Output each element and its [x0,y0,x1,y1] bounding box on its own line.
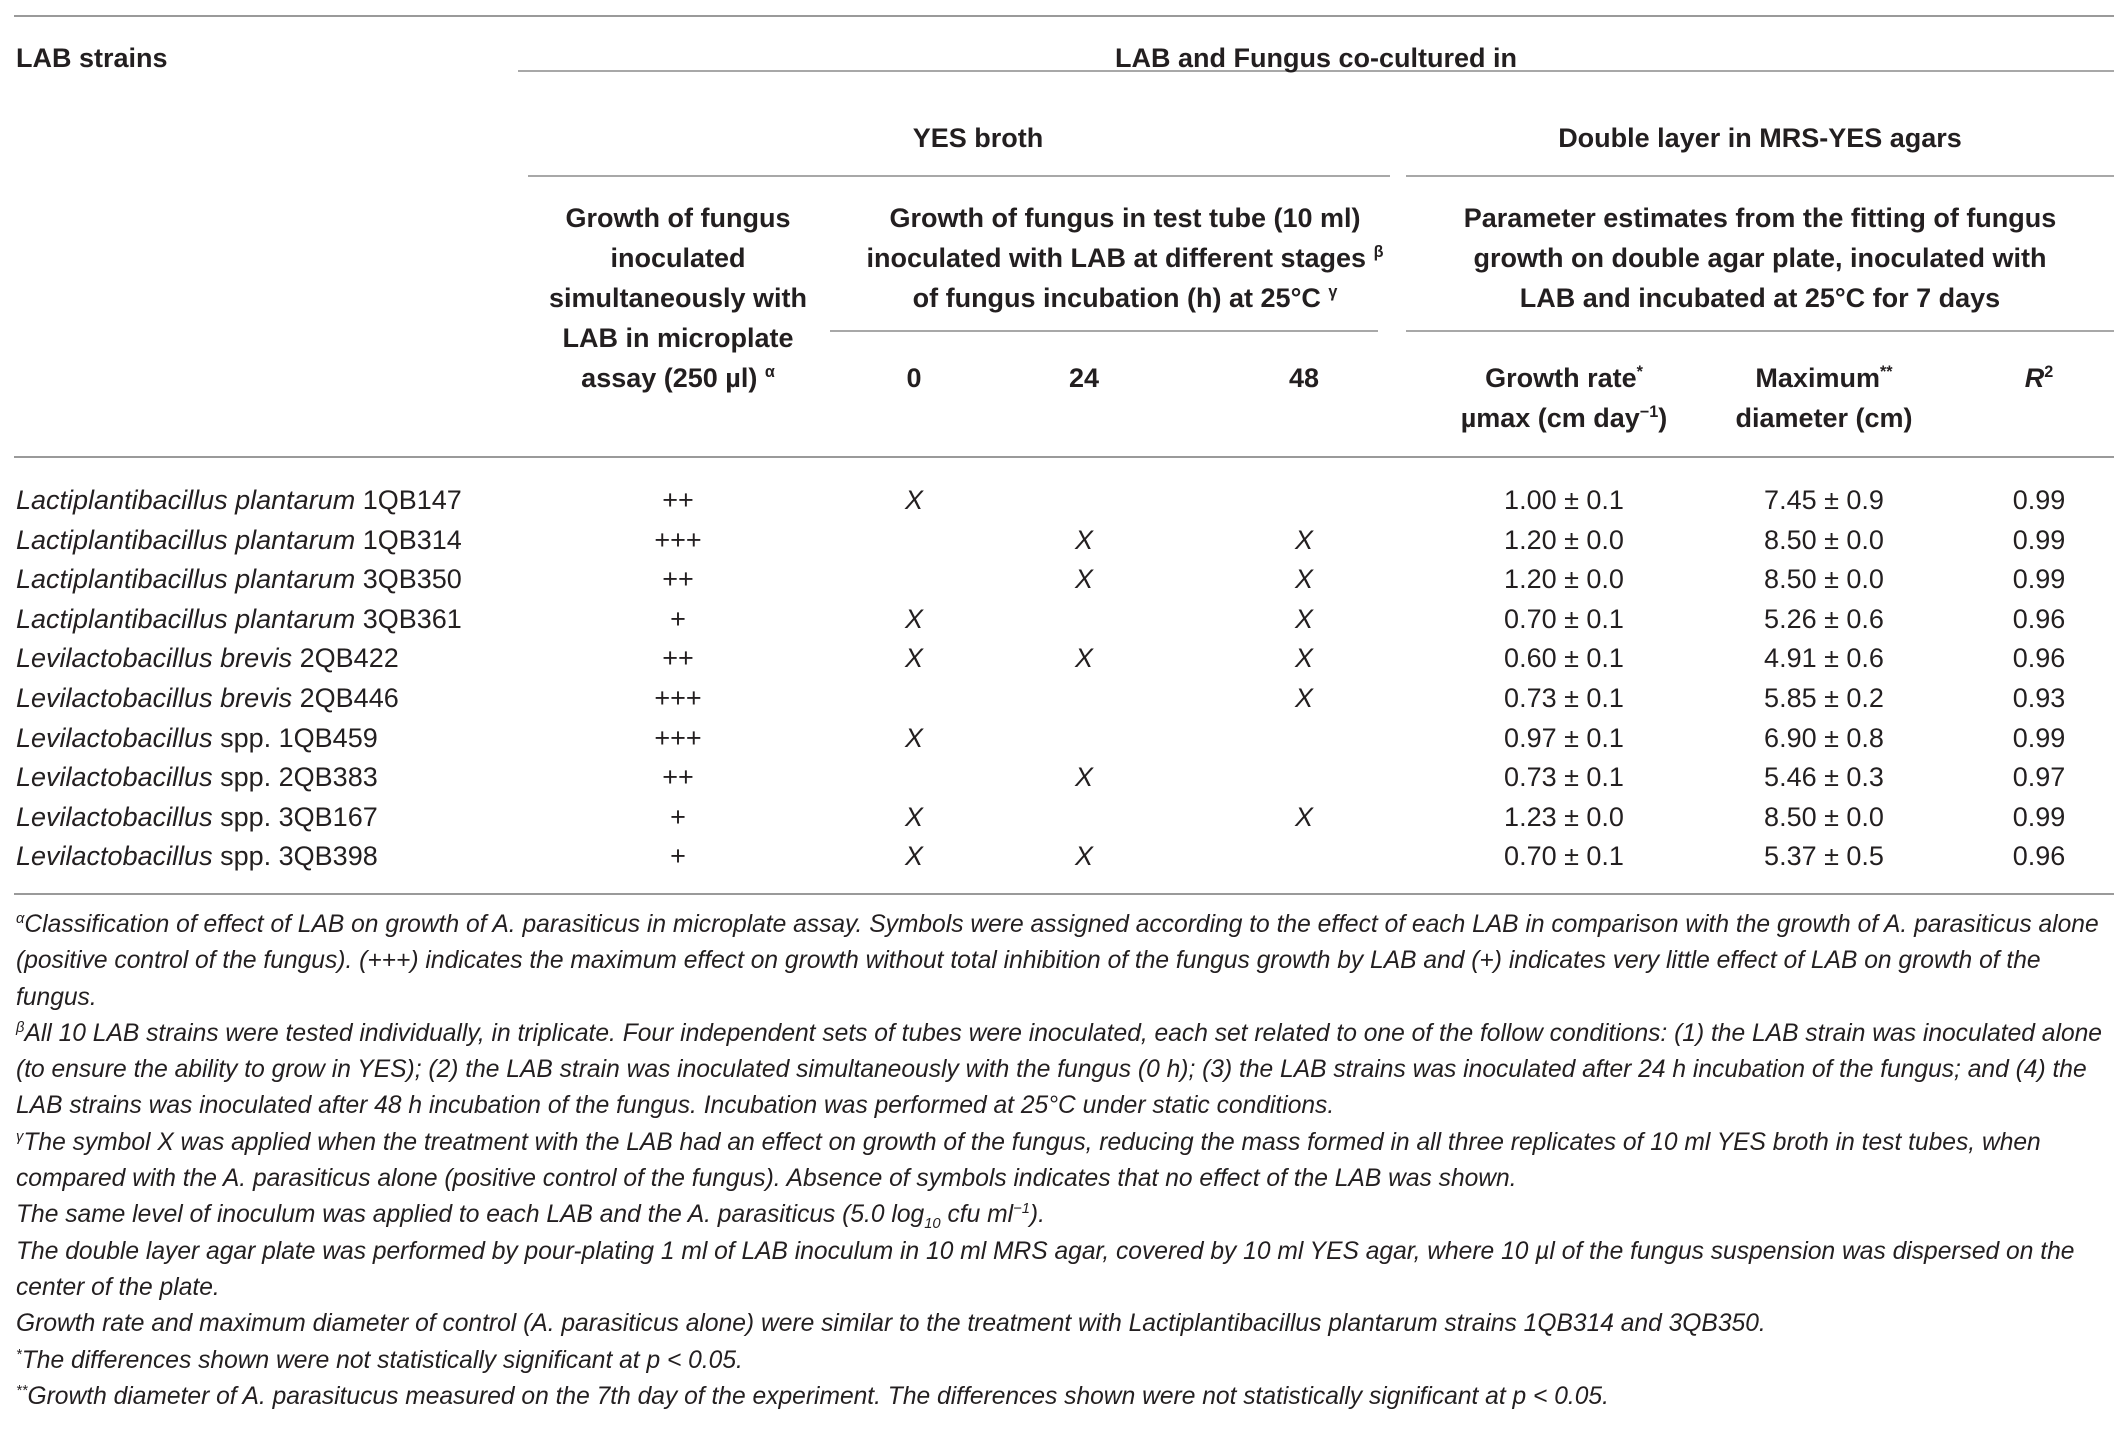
microplate-cell: +++ [654,722,702,753]
body-bottom-rule [14,893,2114,895]
table-row [14,678,2114,718]
parameter-estimates-header: Parameter estimates from the fitting of fungus growth on double agar plate, inoculated with LAB and incubated at 25°C for 7 days [1463,203,2057,313]
max-diameter-cell: 4.91 ± 0.6 [1764,643,1884,674]
microplate-column-header: Growth of fungus inoculated simultaneously with LAB in microplate assay (250 µl) $^\alpha$ [548,203,808,393]
table-row [14,797,2114,837]
r-squared-cell: 0.99 [2012,801,2066,832]
table-footnotes [16,907,2116,1415]
stage-24-cell: X [1074,762,1093,793]
microplate-cell: ++ [662,485,694,515]
stage-48-cell: X [1294,564,1313,595]
stage-48-cell: X [1294,524,1313,555]
double-layer-underline [1406,175,2114,177]
growth-rate-cell: 1.20 ± 0.0 [1504,524,1624,555]
r-squared-header: $R^2$ [2024,363,2054,393]
r-squared-cell: 0.97 [2012,762,2066,793]
strain-cell: Levilactobacillus spp. 3QB398 [16,841,378,872]
yes-broth-header: YES broth [912,123,1044,153]
stage-0-cell: X [904,603,923,634]
r-squared-cell: 0.93 [2012,683,2066,713]
growth-rate-cell: 0.70 ± 0.1 [1504,841,1624,872]
stage-48-header: 48 [1288,363,1320,393]
strain-cell: Lactiplantibacillus plantarum 3QB361 [16,603,462,634]
max-diameter-cell: 5.37 ± 0.5 [1764,841,1884,872]
r-squared-cell: 0.99 [2012,524,2066,555]
stage-0-cell: X [904,841,923,872]
r-squared-cell: 0.96 [2012,841,2066,872]
microplate-cell: ++ [662,762,694,793]
r-squared-cell: 0.96 [2012,603,2066,634]
max-diameter-cell: 8.50 ± 0.0 [1764,524,1884,555]
max-diameter-cell: 5.46 ± 0.3 [1764,762,1884,793]
stage-48-cell: X [1294,643,1313,674]
top-rule [14,15,2114,17]
stage-24-cell: X [1074,524,1093,555]
header-bottom-rule [14,456,2114,458]
microplate-cell: ++ [662,643,694,674]
cocultured-header: LAB and Fungus co-cultured in [1115,43,1517,73]
max-diameter-cell: 8.50 ± 0.0 [1764,564,1884,595]
strain-cell: Levilactobacillus spp. 1QB459 [16,722,378,753]
footnote-alpha: $^\alpha$Classification of effect of LAB on growth of A. parasiticus in microplate assay. Symbols were assigned according to the effect of each LAB in comparison with the growth of A. parasiticus alone (positive control of the fungus). (+++) indicates the maximum effect on growth without total inhibition of the fungus growth by LAB and (+) indicates very little effect of LAB on growth of the fungus. [16,910,2099,1011]
max-diameter-cell: 8.50 ± 0.0 [1764,801,1884,832]
r-squared-cell: 0.99 [2012,564,2066,595]
stages-underline [830,330,1378,332]
table-row [14,718,2114,758]
growth-rate-cell: 0.73 ± 0.1 [1504,762,1624,793]
growth-rate-header: Growth rate* µmax (cm day$^{-1}$) [1460,363,1668,433]
max-diameter-cell: 5.26 ± 0.6 [1764,603,1884,634]
r-squared-cell: 0.99 [2012,722,2066,753]
max-diameter-cell: 7.45 ± 0.9 [1764,485,1884,515]
stage-24-cell: X [1074,841,1093,872]
microplate-cell: ++ [662,564,694,595]
microplate-cell: + [670,801,686,832]
yes-broth-underline [528,175,1390,177]
double-layer-header: Double layer in MRS-YES agars [1558,123,1962,153]
growth-rate-cell: 0.60 ± 0.1 [1504,643,1624,674]
stage-0-header: 0 [906,363,922,393]
growth-rate-cell: 1.20 ± 0.0 [1504,564,1624,595]
max-diameter-cell: 6.90 ± 0.8 [1764,722,1884,753]
growth-rate-cell: 0.97 ± 0.1 [1504,722,1624,753]
footnote-star: *The differences shown were not statistically significant at p < 0.05. [16,1346,743,1374]
params-underline [1406,330,2114,332]
footnote-double-star: **Growth diameter of A. parasitucus measured on the 7th day of the experiment. The differences shown were not statistically significant at p < 0.05. [16,1382,1609,1410]
footnote-inoculum: The same level of inoculum was applied to each LAB and the A. parasiticus (5.0 $\log_{10}$ cfu $ml^{-1}$). [16,1201,1045,1233]
stage-0-cell: X [904,801,923,832]
microplate-cell: + [670,841,686,872]
stage-48-cell: X [1294,801,1313,832]
table-row [14,520,2114,560]
footnote-control: Growth rate and maximum diameter of control (A. parasiticus alone) were similar to the treatment with Lactiplantibacillus plantarum strains 1QB314 and 3QB350. [16,1310,1766,1338]
growth-rate-cell: 0.70 ± 0.1 [1504,603,1624,634]
table-row [14,757,2114,797]
strain-cell: Levilactobacillus spp. 2QB383 [16,762,378,793]
max-diameter-header: Maximum** diameter (cm) [1735,363,1913,433]
strain-cell: Levilactobacillus brevis 2QB446 [16,683,399,713]
stage-24-cell: X [1074,643,1093,674]
stage-48-cell: X [1294,603,1313,634]
microplate-cell: +++ [654,524,702,555]
growth-rate-cell: 1.23 ± 0.0 [1504,801,1624,832]
footnote-double-layer: The double layer agar plate was performed by pour-plating 1 ml of LAB inoculum in 10 ml MRS agar, covered by 10 ml YES agar, where 10 µl of the fungus suspension was dispersed on the center of the plate. [16,1237,2075,1301]
stage-24-header: 24 [1068,363,1100,393]
table-row [14,638,2114,678]
stage-0-cell: X [904,485,923,515]
microplate-cell: +++ [654,683,702,713]
table-row [14,559,2114,599]
strain-cell: Levilactobacillus brevis 2QB422 [16,643,399,674]
strain-cell: Lactiplantibacillus plantarum 1QB314 [16,524,462,555]
table-page [14,0,2114,1446]
strain-cell: Lactiplantibacillus plantarum 3QB350 [16,564,462,595]
growth-rate-cell: 0.73 ± 0.1 [1504,683,1624,713]
r-squared-cell: 0.99 [2012,485,2066,515]
test-tube-header: Growth of fungus in test tube (10 ml) inoculated with LAB at different stages $^\beta$ of fungus incubation (h) at 25°C $^\gamma$ [866,203,1384,313]
table-row [14,599,2114,639]
growth-rate-cell: 1.00 ± 0.1 [1504,485,1624,515]
r-squared-cell: 0.96 [2012,643,2066,674]
table-row [14,836,2114,876]
microplate-cell: + [670,603,686,634]
strain-cell: Levilactobacillus spp. 3QB167 [16,801,378,832]
strains-column-header: LAB strains [16,43,168,73]
stage-24-cell: X [1074,564,1093,595]
stage-0-cell: X [904,643,923,674]
table-row [14,480,2114,520]
footnote-beta: $^\beta$All 10 LAB strains were tested individually, in triplicate. Four independent sets of tubes were inoculated, each set related to one of the follow conditions: (1) the LAB strain was inoculated alone (to ensure the ability to grow in YES); (2) the LAB strain was inoculated simultaneously with the fungus (0 h); (3) the LAB strains was inoculated after 24 h incubation of the fungus; and (4) the LAB strains was inoculated after 48 h incubation of the fungus. Incubation was performed at 25°C under static conditions. [16,1019,2102,1120]
max-diameter-cell: 5.85 ± 0.2 [1764,683,1884,713]
footnote-gamma: $^\gamma$The symbol X was applied when the treatment with the LAB had an effect on growth of the fungus, reducing the mass formed in all three replicates of 10 ml YES broth in test tubes, when compared with the A. parasiticus alone (positive control of the fungus). Absence of symbols indicates that no effect of the LAB was shown. [16,1128,2041,1193]
stage-48-cell: X [1294,683,1313,713]
strain-cell: Lactiplantibacillus plantarum 1QB147 [16,485,462,515]
stage-0-cell: X [904,722,923,753]
